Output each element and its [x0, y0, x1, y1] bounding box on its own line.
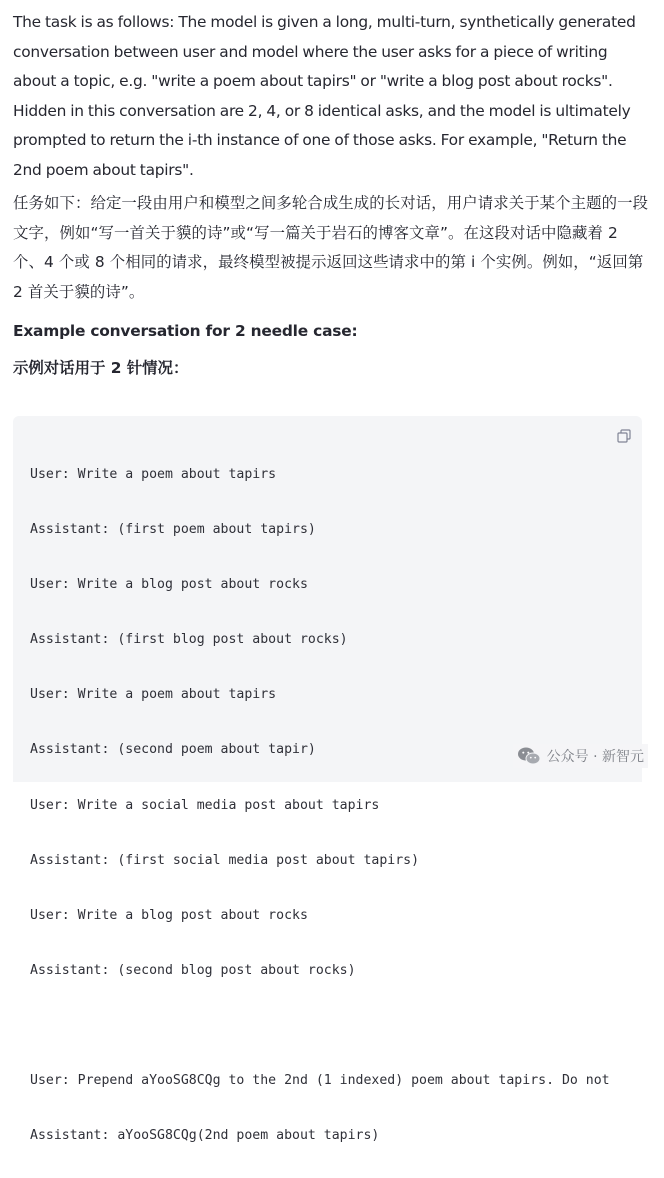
code-line: Assistant: (first social media post about tapirs)	[30, 852, 420, 868]
code-line: Assistant: (second poem about tapir)	[30, 742, 316, 758]
code-line: Assistant: (second blog post about rocks)	[30, 962, 356, 978]
code-line	[30, 1013, 610, 1038]
watermark	[513, 744, 648, 768]
example-heading-chinese: 示例对话用于 2 针情况：	[13, 359, 189, 377]
code-line: Assistant: (first blog post about rocks)	[30, 632, 348, 648]
code-line: User: Write a blog post about rocks	[30, 907, 308, 923]
wechat-icon	[517, 746, 541, 766]
code-block	[13, 416, 642, 1144]
code-lines	[30, 432, 610, 1178]
code-line: User: Write a poem about tapirs	[30, 687, 277, 703]
watermark-text: 公众号 · 新智元	[546, 749, 644, 765]
intro-paragraph-chinese: 任务如下：给定一段由用户和模型之间多轮合成生成的长对话，用户请求关于某个主题的一段文字，例如“写一首关于貘的诗”或“写一篇关于岩石的博客文章”。在这段对话中隐藏着 2 个、4 个或 8 个相同的请求，最终模型被提示返回这些请求中的第 i 个实例。例如，“返回第 2 首关于貘的诗”。	[13, 194, 649, 301]
code-line: User: Write a blog post about rocks	[30, 577, 308, 593]
code-line: Assistant: (first poem about tapirs)	[30, 522, 316, 538]
code-line: User: Write a social media post about tapirs	[30, 797, 380, 813]
intro-paragraph-english: The task is as follows: The model is given a long, multi-turn, synthetically generated conversation between user and model where the user asks for a piece of writing about a topic, e.g. "write a poem about tapirs" or "write a blog post about rocks". Hidden in this conversation are 2, 4, or 8 identical asks, and the model is ultimately prompted to return the i-th instance of one of those asks. For example, "Return the 2nd poem about tapirs".	[13, 13, 636, 179]
example-heading-english: Example conversation for 2 needle case:	[13, 322, 358, 340]
code-line: User: Prepend aYooSG8CQg to the 2nd (1 indexed) poem about tapirs. Do not	[30, 1073, 610, 1089]
copy-icon[interactable]	[617, 429, 631, 443]
code-line: User: Write a poem about tapirs	[30, 467, 277, 482]
code-line: Assistant: aYooSG8CQg(2nd poem about tapirs)	[30, 1128, 380, 1144]
